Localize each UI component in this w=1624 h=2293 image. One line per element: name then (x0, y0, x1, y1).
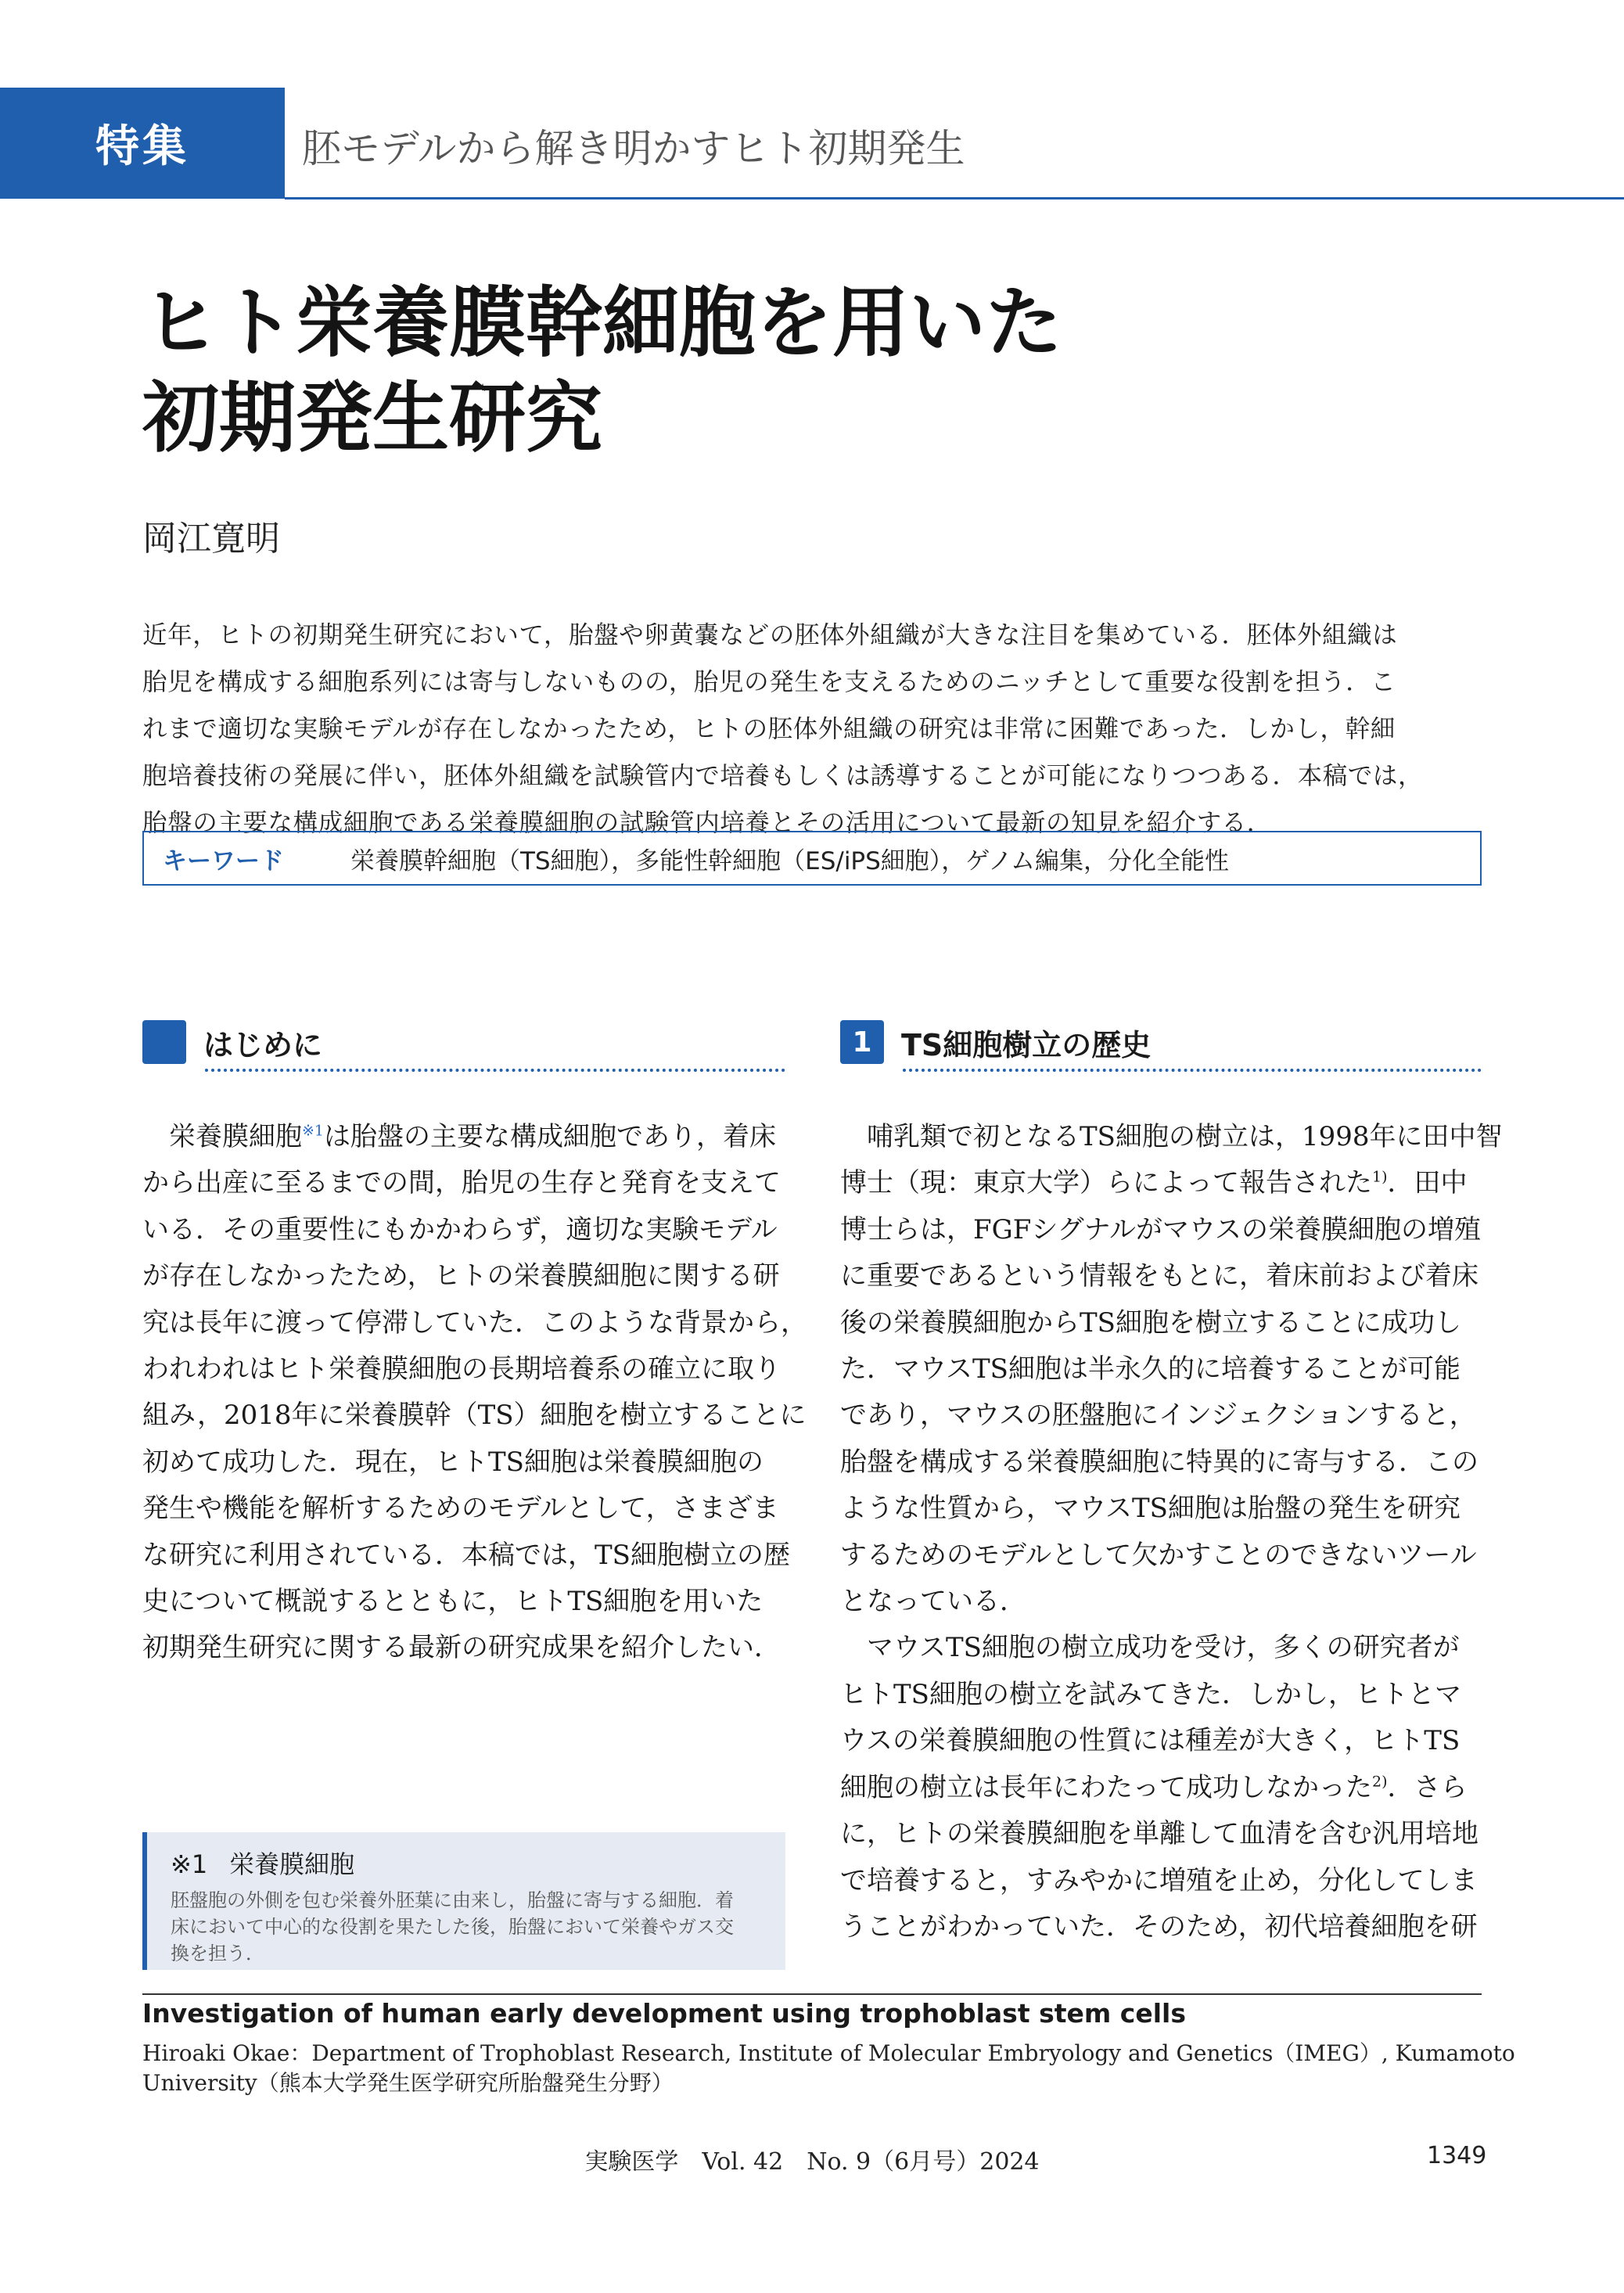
paragraph-line: 組み，2018年に栄養膜幹（TS）細胞を樹立することに (142, 1400, 807, 1432)
paragraph-line: た．マウスTS細胞は半永久的に培養することが可能 (840, 1353, 1461, 1386)
footnote-line: 胚盤胞の外側を包む栄養外胚葉に由来し，胎盤に寄与する細胞．着 (171, 1889, 734, 1911)
paragraph-line: に，ヒトの栄養膜細胞を単離して血清を含む汎用培地 (840, 1818, 1478, 1850)
feature-tag: 特集 (0, 88, 285, 199)
paragraph-line: 究は長年に渡って停滞していた．このような背景から， (142, 1306, 807, 1339)
paragraph-line: 初期発生研究に関する最新の研究成果を紹介したい． (142, 1632, 781, 1664)
section-number: 1 (840, 1020, 884, 1064)
keywords-box (142, 831, 1482, 886)
footnote-term: 栄養膜細胞 (229, 1849, 355, 1879)
paragraph-line: 胎盤を構成する栄養膜細胞に特異的に寄与する．この (840, 1446, 1478, 1478)
left-column (142, 1114, 807, 1672)
footnote-box (142, 1832, 785, 1970)
author-affiliation (142, 2039, 1515, 2098)
article-title (142, 275, 1472, 466)
citation-ref[interactable]: 2) (1372, 1773, 1388, 1791)
footnote-mark: ※1 (171, 1849, 208, 1879)
section-heading-intro (142, 1019, 322, 1066)
affiliation-line: Hiroaki Okae：Department of Trophoblast Research, Institute of Molecular Embryology and Genetics（IMEG）, Kumamoto (142, 2040, 1515, 2066)
paragraph-line: われわれはヒト栄養膜細胞の長期培養系の確立に取り (142, 1353, 781, 1386)
abstract-line: 胎盤の主要な構成細胞である栄養膜細胞の試験管内培養とその活用について最新の知見を紹介する． (142, 809, 1272, 837)
paragraph-line: から出産に至るまでの間，胎児の生存と発育を支えて (142, 1167, 781, 1199)
abstract-line: 胎児を構成する細胞系列には寄与しないものの，胎児の発生を支えるためのニッチとして重要な役割を担う．こ (142, 668, 1396, 696)
paragraph-line: が存在しなかったため，ヒトの栄養膜細胞に関する研 (142, 1260, 780, 1292)
citation-ref[interactable]: 1) (1372, 1169, 1388, 1187)
footnote-line: 換を担う． (171, 1943, 264, 1964)
footnote-line: 床において中心的な役割を果たした後，胎盤において栄養やガス交 (171, 1916, 734, 1938)
section-rule (903, 1069, 1482, 1072)
paragraph-line: するためのモデルとして欠かすことのできないツール (840, 1539, 1477, 1571)
paragraph-line: となっている． (840, 1586, 1026, 1618)
paragraph-line: ような性質から，マウスTS細胞は胎盤の発生を研究 (840, 1493, 1461, 1525)
abstract (142, 612, 1488, 846)
abstract-line: 近年，ヒトの初期発生研究において，胎盤や卵黄嚢などの胚体外組織が大きな注目を集めている．胚体外組織は (142, 621, 1398, 649)
paragraph-line: うことがわかっていた．そのため，初代培養細胞を研 (840, 1910, 1478, 1943)
paragraph-line: 博士（現：東京大学）らによって報告された$^{1)}$．田中 (840, 1167, 1468, 1199)
paragraph-line: 初めて成功した．現在，ヒトTS細胞は栄養膜細胞の (142, 1446, 763, 1478)
keywords-text: 栄養膜幹細胞（TS細胞），多能性幹細胞（ES/iPS細胞），ゲノム編集，分化全能性 (350, 846, 1229, 875)
journal-citation: 実験医学 Vol. 42 No. 9（6月号）2024 (584, 2148, 1040, 2176)
footnote-ref[interactable]: ※1 (302, 1122, 325, 1140)
footnote-title (171, 1845, 785, 1881)
abstract-line: 胞培養技術の発展に伴い，胚体外組織を試験管内で培養もしくは誘導することが可能になりつつある．本稿では， (142, 762, 1424, 790)
section-heading-1 (840, 1019, 1151, 1066)
paragraph-line: であり，マウスの胚盤胞にインジェクションすると， (840, 1400, 1476, 1432)
footnote-text (171, 1887, 785, 1967)
affiliation-line: University（熊本大学発生医学研究所胎盤発生分野） (142, 2070, 674, 2096)
paragraph-line: ウスの栄養膜細胞の性質には種差が大きく，ヒトTS (840, 1725, 1461, 1757)
header-rule (285, 197, 1624, 199)
section-title: TS細胞樹立の歴史 (901, 1027, 1152, 1062)
paragraph-line: で培養すると，すみやかに増殖を止め，分化してしま (840, 1864, 1478, 1896)
paragraph-line: いる．その重要性にもかかわらず，適切な実験モデル (142, 1213, 778, 1245)
title-line-1: ヒト栄養膜幹細胞を用いた (142, 279, 1063, 368)
abstract-line: れまで適切な実験モデルが存在しなかったため，ヒトの胚体外組織の研究は非常に困難であった．しかし，幹細 (142, 715, 1396, 743)
english-title-rule (142, 1993, 1482, 1995)
english-title: Investigation of human early development using trophoblast stem cells (142, 1998, 1186, 2029)
section-title: はじめに (203, 1027, 323, 1062)
paragraph-line: 後の栄養膜細胞からTS細胞を樹立することに成功し (840, 1306, 1461, 1339)
keywords-label: キーワード (163, 846, 284, 875)
paragraph-line: 細胞の樹立は長年にわたって成功しなかった$^{2)}$．さら (840, 1771, 1468, 1803)
paragraph-line: に重要であるという情報をもとに，着床前および着床 (840, 1260, 1478, 1292)
paragraph-line: ヒトTS細胞の樹立を試みてきた．しかし，ヒトとマ (840, 1678, 1461, 1710)
author: 岡江寛明 (142, 519, 280, 559)
paragraph-line: 史について概説するとともに，ヒトTS細胞を用いた (142, 1586, 763, 1618)
paragraph-line: 博士らは，FGFシグナルがマウスの栄養膜細胞の増殖 (840, 1213, 1481, 1245)
right-column (840, 1114, 1503, 1950)
paragraph-line: 哺乳類で初となるTS細胞の樹立は，1998年に田中智 (867, 1121, 1503, 1152)
series-title: 胚モデルから解き明かすヒト初期発生 (302, 126, 965, 171)
paragraph-line: 発生や機能を解析するためのモデルとして，さまざま (142, 1493, 779, 1525)
paragraph-line: マウスTS細胞の樹立成功を受け，多くの研究者が (867, 1632, 1460, 1664)
paragraph-line: な研究に利用されている．本稿では，TS細胞樹立の歴 (142, 1539, 790, 1571)
page-number: 1349 (1427, 2142, 1487, 2169)
section-marker-icon (142, 1020, 186, 1064)
section-rule (205, 1069, 785, 1072)
paragraph-line: 栄養膜細胞$^{※1}$は胎盤の主要な構成細胞であり，着床 (169, 1121, 777, 1152)
title-line-2: 初期発生研究 (142, 374, 603, 463)
